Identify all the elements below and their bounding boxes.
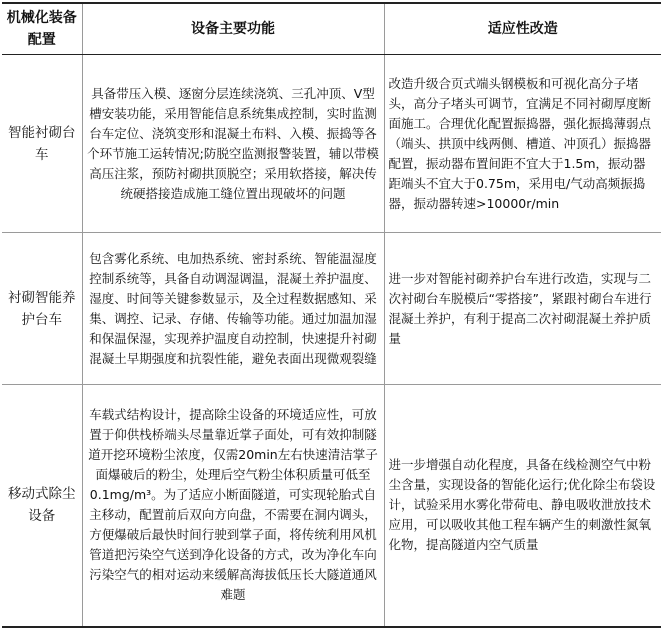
row-config-cell: 衬砌智能养护台车 — [2, 233, 82, 385]
row-adaptation-cell: 改造升级合页式端头钢模板和可视化高分子堵头，高分子堵头可调节，宜满足不同衬砌厚度断面施工。合理优化配置振捣器，强化振捣薄弱点（端头、拱顶中线两侧、槽道、冲顶孔）振捣器配置，振动器布置间距不宜大于1.5m，振动器距端头不宜大于0.75m，采用电/气动高频振捣器，振动器转速>10000r/min — [384, 55, 661, 233]
row-adaptation-cell: 进一步增强自动化程度，具备在线检测空气中粉尘含量，实现设备的智能化运行;优化除尘布袋设计，试验采用水雾化带荷电、静电吸收泄放技术应用，可以吸收其他工程车辆产生的刺激性氮氧化物，提高隧道内空气质量 — [384, 385, 661, 627]
row-config-cell: 智能衬砌台车 — [2, 55, 82, 233]
row-function-cell: 具备带压入模、逐窗分层连续浇筑、三孔冲顶、V型槽安装功能，采用智能信息系统集成控制，实时监测台车定位、浇筑变形和混凝土布料、入模、振捣等各个环节施工运转情况;防脱空监测报警装置，辅以带模高压注浆，预防衬砌拱顶脱空；采用软搭接，解决传统硬搭接造成施工缝位置出现破坏的问题 — [82, 55, 384, 233]
table-header-row — [2, 3, 661, 55]
row-adaptation-cell: 进一步对智能衬砌养护台车进行改造，实现与二次衬砌台车脱模后“零搭接”，紧跟衬砌台车进行混凝土养护，有利于提高二次衬砌混凝土养护质量 — [384, 233, 661, 385]
row-function-cell: 车载式结构设计，提高除尘设备的环境适应性，可放置于仰供栈桥端头尽量靠近掌子面处，可有效抑制隧道开挖环境粉尘浓度，仅需20min左右快速清洁掌子面爆破后的粉尘，处理后空气粉尘体积质量可低至0.1mg/m³。为了适应小断面隧道，可实现轮胎式自主移动，配置前后双向方向盘，不需要在洞内调头，方便爆破后最快时间行驶到掌子面，将传统利用风机管道把污染空气送到净化设备的方式，改为净化车向污染空气的相对运动来缓解高海拔低压长大隧道通风难题 — [82, 385, 384, 627]
row-function-cell: 包含雾化系统、电加热系统、密封系统、智能温湿度控制系统等，具备自动调湿调温，混凝土养护温度、湿度、时间等关键参数显示，及全过程数据感知、采集、调控、记录、存储、传输等功能。通过加温加湿和保温保湿，实现养护温度自动控制，快速提升衬砌混凝土早期强度和抗裂性能，避免表面出现微观裂缝 — [82, 233, 384, 385]
row-config-cell: 移动式除尘设备 — [2, 385, 82, 627]
table-row — [2, 385, 661, 627]
header-adaptation: 适应性改造 — [384, 3, 661, 55]
table-row — [2, 233, 661, 385]
table-row — [2, 55, 661, 233]
equipment-table — [2, 2, 661, 628]
header-function: 设备主要功能 — [82, 3, 384, 55]
header-config: 机械化装备配置 — [2, 3, 82, 55]
